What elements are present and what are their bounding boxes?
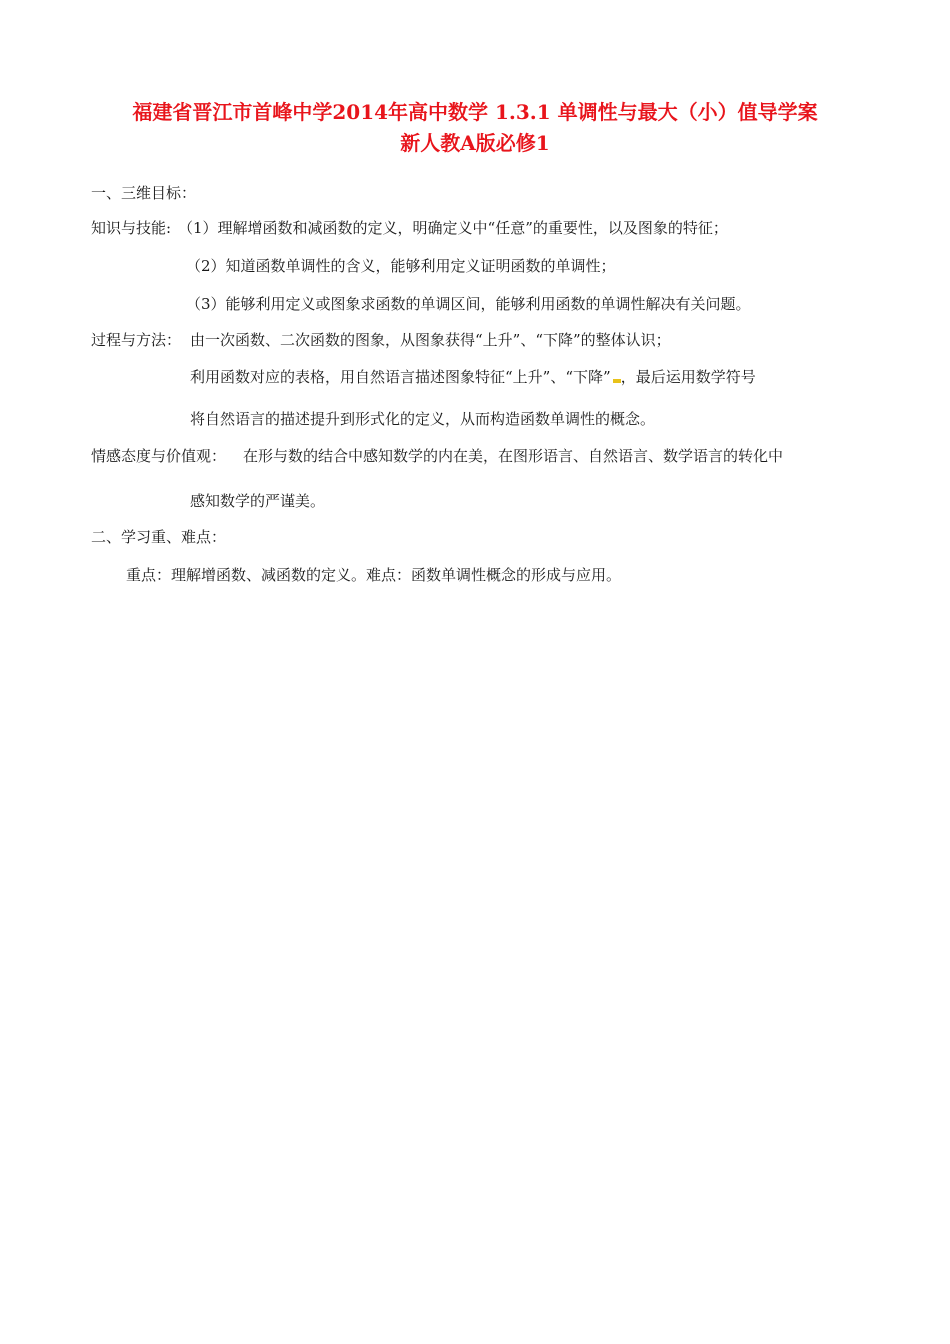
process-line-2 xyxy=(190,367,756,387)
document-title-line-1: 福建省晋江市首峰中学2014年高中数学 1.3.1 单调性与最大（小）值导学案 xyxy=(132,100,818,124)
knowledge-skills-label: 知识与技能: xyxy=(91,219,172,237)
highlight-mark xyxy=(613,379,621,383)
process-line-2-text: 利用函数对应的表格，用自然语言描述图象特征“上升”、“下降” xyxy=(190,368,611,386)
document-title-line-2: 新人教A版必修1 xyxy=(400,131,550,155)
section-2-heading: 二、学习重、难点： xyxy=(91,528,227,546)
section-1-heading: 一、三维目标： xyxy=(91,184,197,202)
process-line-1: 由一次函数、二次函数的图象，从图象获得“上升”、“下降”的整体认识； xyxy=(190,331,671,349)
knowledge-item-1: （1）理解增函数和减函数的定义，明确定义中“任意”的重要性，以及图象的特征； xyxy=(178,219,728,237)
process-line-2-tail: ，最后运用数学符号 xyxy=(620,368,756,386)
emotion-line-2: 感知数学的严谨美。 xyxy=(190,492,326,510)
emotion-line-1: 在形与数的结合中感知数学的内在美，在图形语言、自然语言、数学语言的转化中 xyxy=(243,447,784,465)
emotion-values-label: 情感态度与价值观： xyxy=(91,447,227,465)
process-line-3: 将自然语言的描述提升到形式化的定义，从而构造函数单调性的概念。 xyxy=(190,410,656,428)
key-difficult-points: 重点：理解增函数、减函数的定义。难点：函数单调性概念的形成与应用。 xyxy=(126,566,622,584)
process-method-label: 过程与方法： xyxy=(91,331,182,349)
knowledge-item-3: （3）能够利用定义或图象求函数的单调区间，能够利用函数的单调性解决有关问题。 xyxy=(186,295,751,313)
knowledge-item-2: （2）知道函数单调性的含义，能够利用定义证明函数的单调性； xyxy=(186,257,616,275)
